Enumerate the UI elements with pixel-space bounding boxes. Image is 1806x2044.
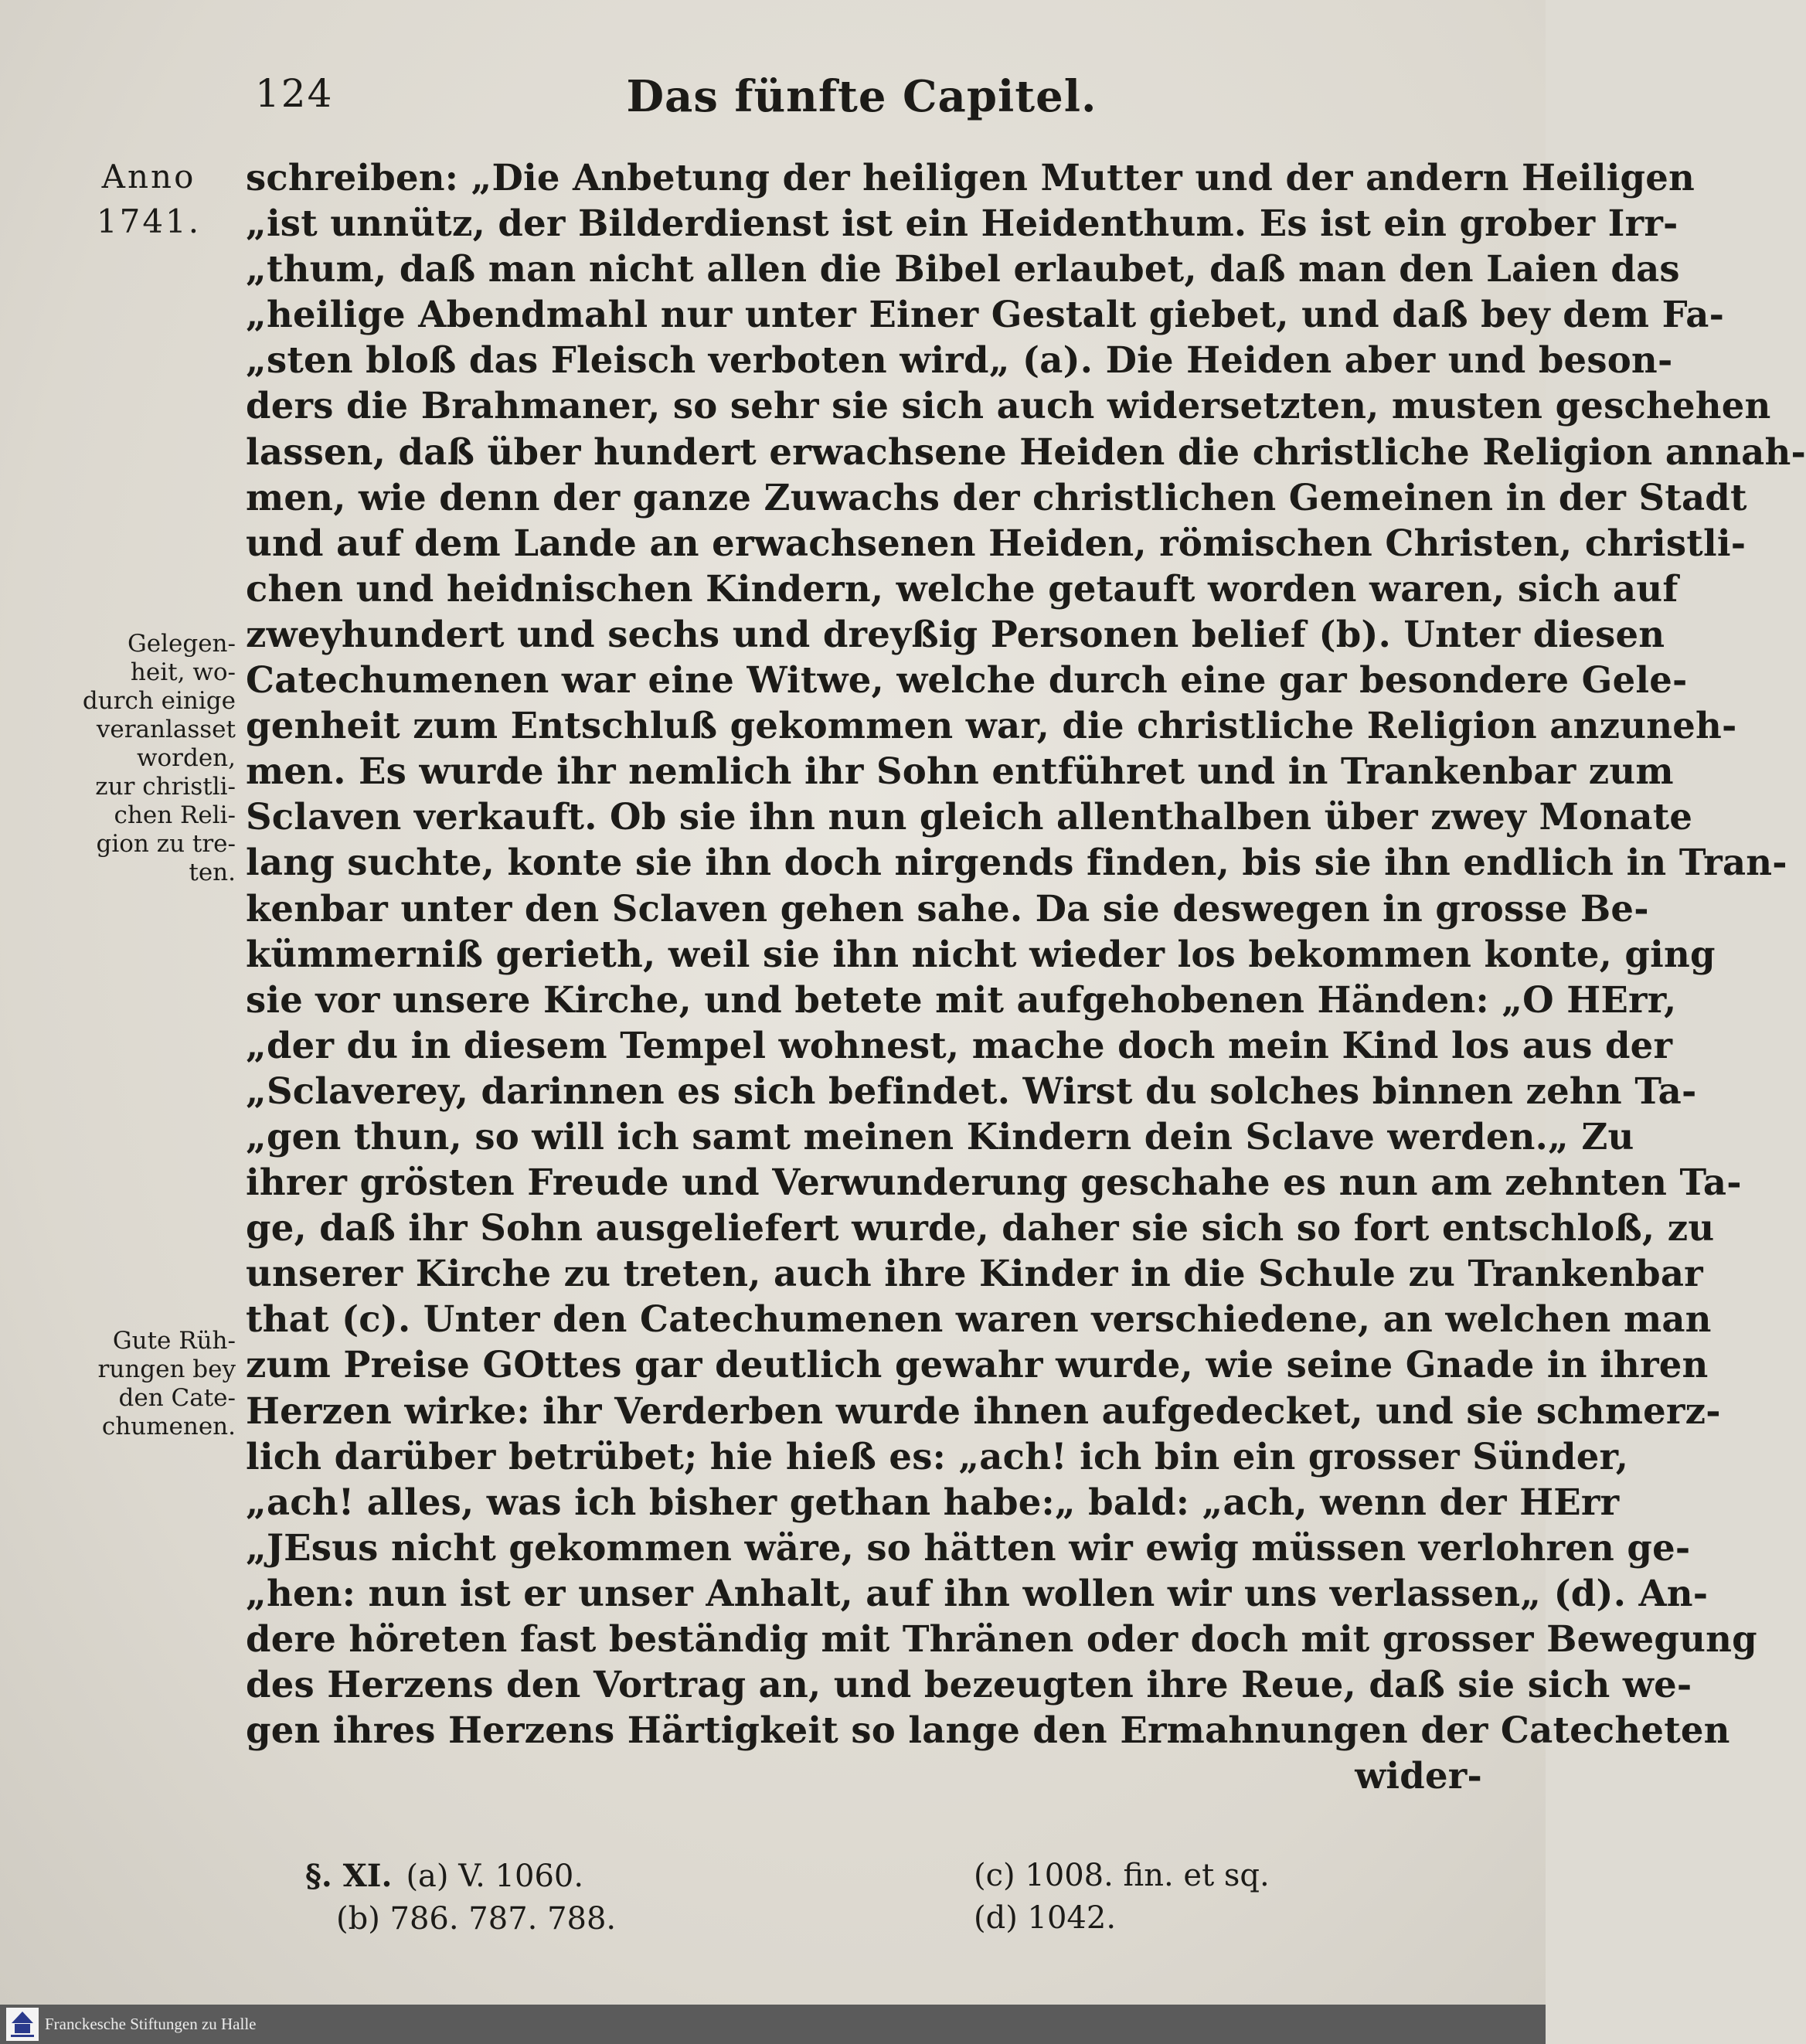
margin-year [62,155,236,244]
body-line: „ach! alles, was ich bisher gethan habe:„ bald: „ach, wenn der HErr [246,1480,1620,1523]
margin-note-occasion [62,630,236,887]
body-line: Herzen wirke: ihr Verderben wurde ihnen aufgedecket, und sie schmerz- [246,1389,1721,1432]
margin-note-line: veranlasset [96,716,236,743]
page-number: 124 [255,71,334,116]
body-line: lang suchte, konte sie ihn doch nirgends finden, bis sie ihn endlich in Tran- [246,841,1787,884]
body-line: „thum, daß man nicht allen die Bibel erlaubet, daß man den Laien das [246,247,1680,291]
footnote-line [305,1855,616,1898]
body-line: „JEsus nicht gekommen wäre, so hätten wir ewig müssen verlohren ge- [246,1525,1691,1569]
body-line: gen ihres Herzens Härtigkeit so lange den Ermahnungen der Catecheten [246,1709,1730,1752]
body-line: sie vor unsere Kirche, und betete mit aufgehobenen Händen: „O HErr, [246,978,1677,1021]
margin-note-line: chen Reli- [114,801,236,829]
body-line: unserer Kirche zu treten, auch ihre Kinder in die Schule zu Trankenbar [246,1252,1703,1295]
margin-note-line: Gelegen- [128,630,236,658]
body-line: kenbar unter den Sclaven gehen sahe. Da sie deswegen in grosse Be- [246,886,1649,930]
body-line: that (c). Unter den Catechumenen waren verschiedene, an welchen man [246,1297,1712,1341]
body-text [246,155,1806,1798]
body-line: zum Preise GOttes gar deutlich gewahr wurde, wie seine Gnade in ihren [246,1343,1709,1386]
footnote-b: (b) 786. 787. 788. [336,1901,617,1937]
body-line: kümmerniß gerieth, weil sie ihn nicht wieder los bekommen konte, ging [246,932,1716,975]
body-line: ihrer grösten Freude und Verwunderung geschahe es nun am zehnten Ta- [246,1161,1742,1204]
body-line: lich darüber betrübet; hie hieß es: „ach! ich bin ein grosser Sünder, [246,1434,1629,1478]
body-line: genheit zum Entschluß gekommen war, die christliche Religion anzuneh- [246,704,1737,747]
body-line: des Herzens den Vortrag an, und bezeugten ihre Reue, daß sie sich we- [246,1663,1692,1706]
body-line: „heilige Abendmahl nur unter Einer Gestalt giebet, und daß bey dem Fa- [246,293,1725,336]
margin-note-line: chumenen. [101,1413,236,1440]
body-line: ge, daß ihr Sohn ausgeliefert wurde, daher sie sich so fort entschloß, zu [246,1206,1715,1250]
institution-logo-icon [6,2008,39,2041]
body-line: und auf dem Lande an erwachsenen Heiden, römischen Christen, christli- [246,521,1746,564]
body-line: „gen thun, so will ich samt meinen Kindern dein Sclave werden.„ Zu [246,1114,1634,1158]
footnote-a: (a) V. 1060. [406,1859,584,1894]
body-line: schreiben: „Die Anbetung der heiligen Mutter und der andern Heiligen [246,156,1695,199]
margin-note-line: durch einige [82,687,236,715]
margin-year-line: 1741. [96,202,202,240]
margin-note-line: den Cate- [118,1384,236,1412]
body-line: zweyhundert und sechs und dreyßig Personen belief (b). Unter diesen [246,612,1665,655]
margin-note-line: rungen bey [97,1355,236,1383]
body-line: „der du in diesem Tempel wohnest, mache doch mein Kind los aus der [246,1023,1673,1066]
footnote-section: §. XI. [305,1858,393,1894]
body-line: men, wie denn der ganze Zuwachs der christlichen Gemeinen in der Stadt [246,475,1747,519]
body-line: Sclaven verkauft. Ob sie ihn nun gleich allenthalben über zwey Monate [246,795,1693,838]
viewer-footer-bar [0,2005,1546,2044]
footnote-c: (c) 1008. fin. et sq. [974,1858,1270,1893]
margin-note-line: gion zu tre- [96,830,236,858]
body-line: ders die Brahmaner, so sehr sie sich auch widersetzten, musten geschehen [246,384,1771,427]
footnote-d: (d) 1042. [974,1900,1117,1936]
margin-note-line: worden, [136,744,236,772]
body-line: „hen: nun ist er unser Anhalt, auf ihn wollen wir uns verlassen„ (d). An- [246,1571,1709,1614]
body-line: dere höreten fast beständig mit Thränen oder doch mit grosser Bewegung [246,1617,1757,1660]
margin-note-line: ten. [189,859,236,886]
footnotes-right [974,1855,1270,1940]
body-line: „sten bloß das Fleisch verboten wird„ (a). Die Heiden aber und beson- [246,338,1673,382]
body-line: „Sclaverey, darinnen es sich befindet. Wirst du solches binnen zehn Ta- [246,1069,1697,1112]
body-line: lassen, daß über hundert erwachsene Heiden die christliche Religion annah- [246,430,1806,473]
margin-note-line: zur christli- [95,773,236,801]
footnotes-left [305,1855,616,1940]
chapter-title: Das fünfte Capitel. [626,71,1097,122]
catchword: wider- [1355,1754,1482,1797]
running-head [240,71,1484,133]
margin-note-catechumens [62,1327,236,1441]
body-line: chen und heidnischen Kindern, welche getauft worden waren, sich auf [246,566,1678,610]
body-line: „ist unnütz, der Bilderdienst ist ein Heidenthum. Es ist ein grober Irr- [246,202,1678,245]
footer-label: Franckesche Stiftungen zu Halle [45,2015,257,2033]
body-line: men. Es wurde ihr nemlich ihr Sohn entführet und in Trankenbar zum [246,750,1674,793]
margin-note-line: Gute Rüh- [112,1327,236,1355]
body-line: Catechumenen war eine Witwe, welche durch eine gar besondere Gele- [246,658,1688,702]
margin-note-line: heit, wo- [130,658,236,686]
footnote-line [305,1898,616,1940]
margin-year-line: Anno [101,158,196,196]
